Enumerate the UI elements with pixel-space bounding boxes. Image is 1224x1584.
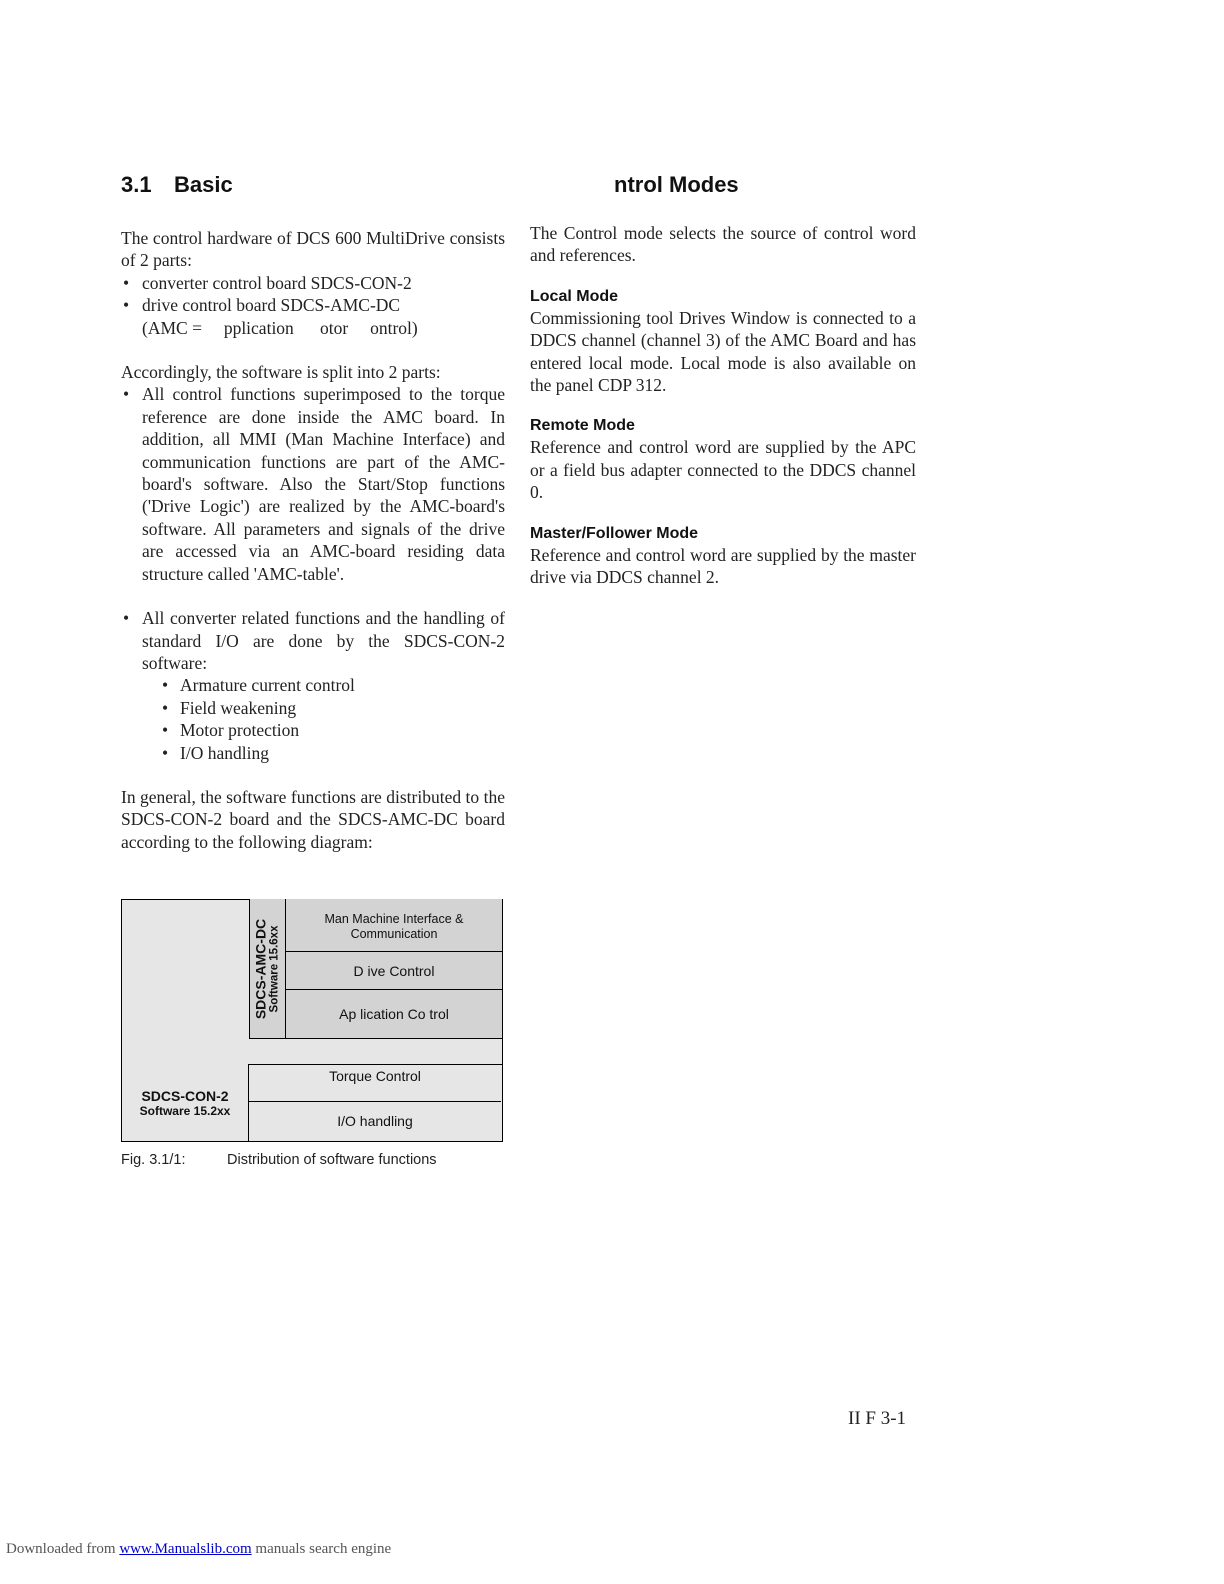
con-label — [123, 1088, 247, 1118]
con-software: Software 15.2xx — [139, 1104, 231, 1118]
software-list — [121, 383, 505, 585]
drive-control-box — [286, 952, 502, 990]
section-title-continued: ntrol Modes — [614, 172, 739, 197]
download-footer — [6, 1541, 391, 1558]
footer-suffix: manuals search engine — [255, 1541, 392, 1557]
sub-list-item: • Field weakening — [159, 697, 505, 719]
drive-control-label: D ive Control — [353, 963, 435, 979]
sub-list-item: • Armature current control — [159, 674, 505, 696]
list-item-text: drive control board SDCS-AMC-DC — [142, 295, 401, 316]
manualslib-link[interactable]: www.Manualslib.com — [119, 1541, 252, 1557]
list-item: • All converter related functions and the handling of standard I/O are done by the SDCS-CON-2 software: — [121, 607, 505, 674]
amc-software: Software 15.6xx — [268, 925, 281, 1013]
amc-label — [253, 919, 282, 1019]
page-number: II F 3-1 — [848, 1408, 907, 1429]
application-control-label: Ap lication Co trol — [339, 1006, 449, 1022]
right-column — [530, 222, 916, 588]
control-mode-intro: The Control mode selects the source of control word and references. — [530, 223, 916, 266]
intro-paragraph: The control hardware of DCS 600 MultiDrive consists of 2 parts: — [121, 228, 505, 271]
io-handling-box — [249, 1102, 501, 1140]
acronym-expansion: (AMC = pplication otor ontrol) — [142, 317, 418, 338]
software-distribution-diagram — [121, 899, 503, 1142]
section-number: 3.1 — [121, 172, 152, 197]
mmi-box-label: Man Machine Interface & Communication — [324, 912, 464, 941]
footer-prefix: Downloaded from — [6, 1541, 116, 1557]
list-item: • All control functions superimposed to the torque reference are done inside the AMC board. In addition, all MMI (Man Machine Interface) and communication functions are part of the AMC-board's software. Also the Start/Stop functions ('Drive Logic') are realized by the AMC-board's software. All parameters and signals of the drive are accessed via an AMC-board residing data structure called 'AMC-table'. — [121, 383, 505, 585]
local-mode-title: Local Mode — [530, 287, 619, 305]
io-handling-label: I/O handling — [337, 1113, 413, 1129]
list-item: • converter control board SDCS-CON-2 — [121, 272, 505, 294]
list-item — [121, 294, 505, 339]
con-title: SDCS-CON-2 — [141, 1088, 229, 1104]
torque-control-box — [249, 1065, 501, 1087]
figure-caption: Distribution of software functions — [227, 1152, 437, 1168]
hardware-list — [121, 272, 505, 339]
torque-control-label: Torque Control — [329, 1068, 421, 1084]
master-follower-mode-text: Reference and control word are supplied by the master drive via DDCS channel 2. — [530, 544, 916, 588]
sub-list-item: • Motor protection — [159, 719, 505, 741]
general-paragraph: In general, the software functions are distributed to the SDCS-CON-2 board and the SDCS-AMC-DC board according to the following diagram: — [121, 786, 505, 852]
left-column — [121, 227, 505, 853]
amc-label-column — [249, 899, 286, 1038]
master-follower-mode-title: Master/Follower Mode — [530, 524, 699, 542]
software-paragraph: Accordingly, the software is split into 2 parts: — [121, 362, 441, 383]
amc-title: SDCS-AMC-DC — [252, 918, 269, 1020]
application-control-box — [286, 990, 502, 1038]
sub-list-item: • I/O handling — [159, 742, 505, 764]
remote-mode-title: Remote Mode — [530, 417, 635, 435]
remote-mode-text: Reference and control word are supplied by the APC or a field bus adapter connected to the DDCS channel 0. — [530, 437, 916, 503]
section-title: Basic — [174, 172, 233, 197]
local-mode-text: Commissioning tool Drives Window is connected to a DDCS channel (channel 3) of the AMC Board and has entered local mode. Local mode is also available on the panel CDP 312. — [530, 307, 916, 396]
converter-sub-list — [121, 674, 505, 764]
figure-number: Fig. 3.1/1: — [121, 1152, 186, 1168]
converter-list — [121, 607, 505, 674]
mmi-box — [286, 903, 502, 951]
